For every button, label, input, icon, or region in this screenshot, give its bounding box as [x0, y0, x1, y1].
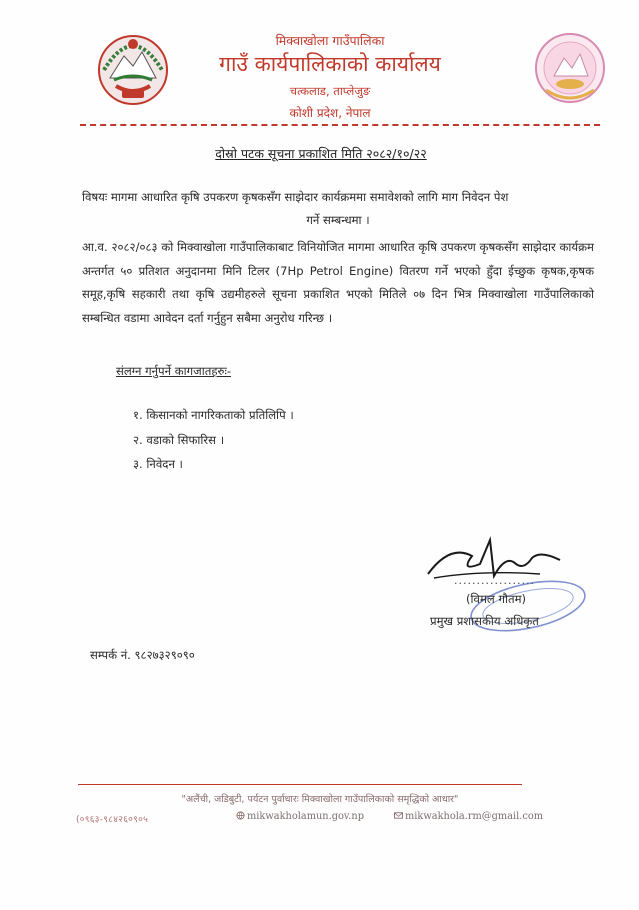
notice-body: आ.व. २०८२/०८३ को मिक्वाखोला गाउँपालिकाबाट विनियोजित मागमा आधारित कृषि उपकरण कृषकसँग साझेदार कार्यक्रम अन्तर्गत ५० प्रतिशत अनुदानमा मिनि टिलर (7Hp Petrol Engine) वितरण गर्ने भएको हुँदा ईच्छुक कृषक,कृषक समूह,कृषि सहकारी तथा कृषि उद्यमीहरुले सूचना प्रकाशित भएको मितिले ०७ दिन भित्र मिक्वाखोला गाउँपालिकाको सम्बन्धित वडामा आवेदन दर्ता गर्नुहुन सबैमा अनुरोध गरिन्छ ।: [82, 240, 594, 325]
office-address: चत्कलाड, ताप्लेजुङ: [289, 84, 371, 98]
attachments-heading: संलग्न गर्नुपर्ने कागजातहरुः-: [116, 364, 232, 378]
contact-number: सम्पर्क नं. ९८२७३२९०९०: [90, 648, 195, 662]
province-name: कोशी प्रदेश, नेपाल: [289, 106, 371, 120]
signature-line: ..................: [454, 574, 535, 587]
footer-email[interactable]: [394, 811, 543, 822]
header-divider: [80, 124, 600, 126]
nepal-emblem-icon: [92, 26, 174, 108]
attachments-list: [133, 403, 294, 477]
subject-label: विषयः: [82, 190, 108, 204]
signatory-title: प्रमुख प्रशासकीय अधिकृत: [430, 614, 539, 628]
globe-icon: [236, 811, 245, 820]
office-name: गाउँ कार्यपालिकाको कार्यालय: [219, 52, 441, 76]
footer-slogan: "अलैंची, जडिबुटी, पर्यटन पुर्वाधारः मिक्वाखोला गाउँपालिकाको समृद्धिको आधार": [181, 794, 459, 805]
footer-phone: (०९६३-९८४२६०९०५: [76, 815, 149, 825]
notice-subject: [82, 186, 594, 232]
municipality-logo-icon: [532, 30, 608, 106]
attachment-item: ३. निवेदन ।: [133, 457, 183, 471]
footer-email-text: mikwakhola.rm@gmail.com: [405, 811, 544, 822]
footer-website[interactable]: [236, 811, 364, 822]
attachment-item: १. किसानको नागरिकताको प्रतिलिपि ।: [133, 408, 294, 422]
notice-title: दोस्रो पटक सूचना प्रकाशित मिति २०८२/१०/२२: [215, 146, 427, 161]
mail-icon: [394, 811, 403, 820]
footer-website-text: mikwakholamun.gov.np: [247, 811, 364, 822]
subject-text-continued: गर्ने सम्बन्धमा ।: [306, 213, 370, 227]
footer-divider: [78, 784, 522, 785]
subject-text: मागमा आधारित कृषि उपकरण कृषकसँग साझेदार कार्यक्रममा समावेशको लागि माग निवेदन पेश: [110, 190, 509, 204]
municipality-name: मिक्वाखोला गाउँपालिका: [275, 33, 385, 48]
attachment-item: २. वडाको सिफारिस ।: [133, 432, 225, 447]
signatory-name: (विमल गौतम): [466, 592, 527, 606]
